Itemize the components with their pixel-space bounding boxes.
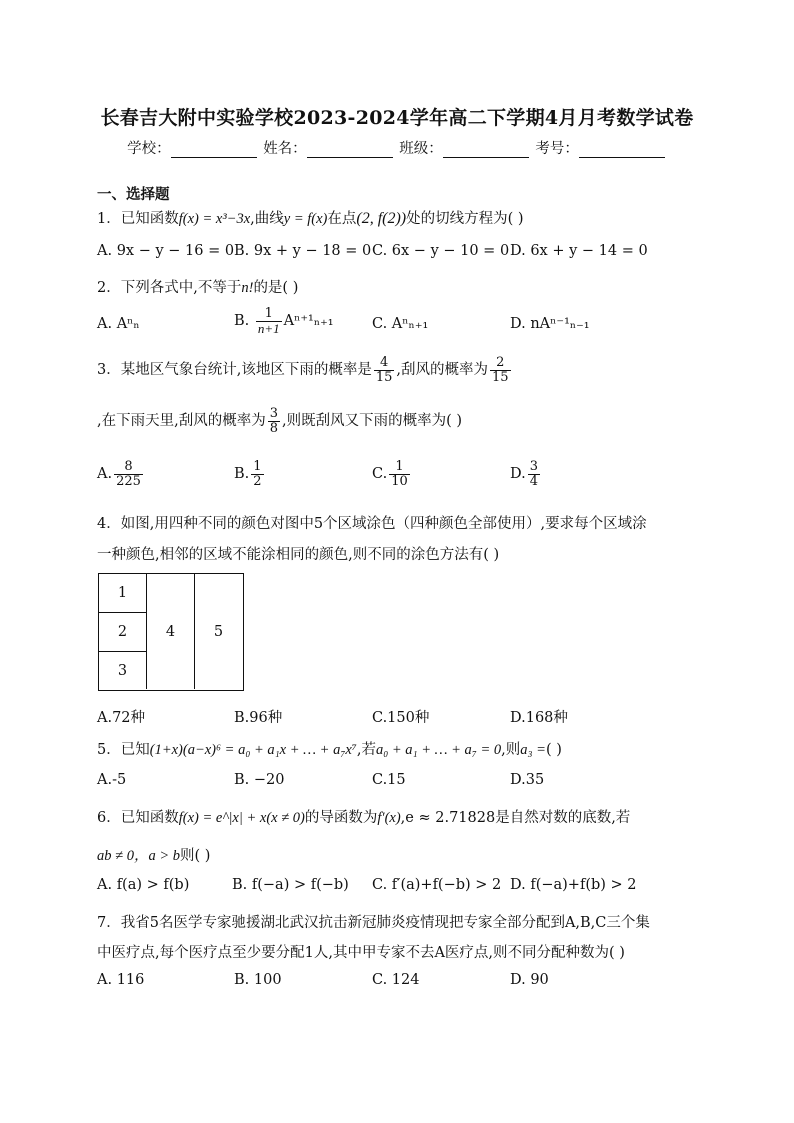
fraction-numerator: 3 (269, 406, 278, 421)
question-3-line-1 (97, 356, 513, 384)
fraction-numerator: 1 (256, 307, 282, 322)
q3-option-a[interactable] (97, 460, 145, 488)
option-letter: B. (234, 466, 250, 483)
q7-option-d[interactable]: D. 90 (510, 972, 549, 988)
question-5 (97, 738, 562, 759)
fraction-numerator: 8 (114, 460, 143, 475)
q6-function: f(x) = e^|x| + x(x ≠ 0) (178, 810, 305, 826)
question-1 (97, 207, 524, 228)
q1-option-b[interactable]: B. 9x + y − 18 = 0 (234, 243, 372, 259)
question-3-line-2 (97, 407, 462, 435)
q1-text: 1．已知函数 (97, 211, 179, 227)
q5-text: ,若 (356, 742, 376, 758)
fraction-denominator: 15 (375, 369, 393, 385)
fraction-numerator: 2 (490, 356, 511, 371)
q1-curve: y = f(x) (283, 211, 328, 227)
q3-fraction-rain (374, 356, 395, 384)
fraction-numerator: 1 (253, 459, 262, 474)
q2-text: 2．下列各式中,不等于 (97, 280, 242, 296)
number-blank[interactable] (579, 143, 665, 158)
q3-fraction-conditional (268, 407, 280, 435)
q3-option-c[interactable] (372, 460, 412, 488)
q5-option-c[interactable]: C.15 (372, 772, 406, 788)
fraction-denominator: 10 (391, 473, 408, 489)
q2-option-d[interactable]: D. nAⁿ⁻¹ₙ₋₁ (510, 316, 590, 332)
q6-option-d[interactable]: D. f(−a)+f(b) > 2 (510, 877, 637, 893)
q6-derivative: f′(x) (377, 810, 401, 826)
q2-option-c[interactable]: C. Aⁿₙ₊₁ (372, 316, 429, 332)
q6-option-b[interactable]: B. f(−a) > f(−b) (232, 877, 349, 893)
question-7-line-1: 7．我省5名医学专家驰援湖北武汉抗击新冠肺炎疫情现把专家全部分配到A,B,C三个集 (97, 915, 650, 931)
q7-option-b[interactable]: B. 100 (234, 972, 282, 988)
option-fraction (528, 460, 540, 488)
q5-option-b[interactable]: B. −20 (234, 772, 285, 788)
q5-text: ( ) (545, 742, 562, 758)
region-1: 1 (99, 574, 147, 613)
fraction-denominator: n+1 (257, 320, 280, 336)
q1-option-a[interactable]: A. 9x − y − 16 = 0 (97, 243, 235, 259)
question-6-line-1 (97, 806, 630, 827)
q1-option-c[interactable]: C. 6x − y − 10 = 0 (372, 243, 510, 259)
fraction-numerator: 4 (374, 356, 395, 371)
option-letter: A. (97, 466, 113, 483)
option-fraction (114, 460, 143, 488)
q5-target: a₃ = (520, 742, 546, 758)
option-fraction (389, 460, 410, 488)
question-7-line-2: 中医疗点,每个医疗点至少要分配1人,其中甲专家不去A医疗点,则不同分配种数为( ) (97, 945, 625, 961)
fraction-denominator: 2 (253, 473, 262, 489)
region-5: 5 (213, 623, 224, 640)
fraction-numerator: 1 (389, 460, 410, 475)
section-heading: 一、选择题 (97, 186, 170, 203)
q5-text: ,则 (501, 742, 521, 758)
fraction-denominator: 8 (269, 420, 278, 436)
q4-option-d[interactable]: D.168种 (510, 710, 568, 726)
name-blank[interactable] (307, 143, 393, 158)
q1-text: ,曲线 (250, 211, 284, 227)
question-4-line-2: 一种颜色,相邻的区域不能涂相同的颜色,则不同的涂色方法有( ) (97, 547, 500, 563)
q6-text: 的导函数为 (304, 810, 378, 826)
q3-option-d[interactable] (510, 460, 542, 488)
q7-option-a[interactable]: A. 116 (97, 972, 145, 988)
class-label: 班级： (399, 141, 443, 157)
region-4: 4 (147, 574, 195, 689)
school-label: 学校： (127, 141, 171, 157)
q5-expression: (1+x)(a−x)⁶ = a₀ + a₁x + … + a₇x⁷ (149, 742, 357, 758)
q2-option-b-letter: B. (234, 313, 250, 330)
q2-option-b[interactable] (234, 307, 334, 335)
q3-text: ,则既刮风又下雨的概率为( ) (282, 413, 463, 430)
q3-text: 3．某地区气象台统计,该地区下雨的概率是 (97, 362, 372, 379)
q7-option-c[interactable]: C. 124 (372, 972, 420, 988)
q4-option-c[interactable]: C.150种 (372, 710, 430, 726)
q5-text: 5．已知 (97, 742, 150, 758)
q6-text: 则( ) (180, 848, 211, 864)
q5-option-a[interactable]: A.-5 (97, 772, 127, 788)
q3-fraction-wind (490, 356, 511, 384)
q6-option-a[interactable]: A. f(a) > f(b) (97, 877, 190, 893)
fraction-numerator: 3 (529, 459, 538, 474)
q3-text: ,刮风的概率为 (396, 362, 488, 379)
q4-option-b[interactable]: B.96种 (234, 710, 283, 726)
q2-factorial: n! (241, 280, 254, 296)
school-blank[interactable] (171, 143, 257, 158)
region-2: 2 (99, 613, 147, 652)
q4-option-a[interactable]: A.72种 (97, 710, 146, 726)
q3-text: ,在下雨天里,刮风的概率为 (97, 413, 266, 430)
q1-function: f(x) = x³−3x (178, 211, 251, 227)
name-label: 姓名： (263, 141, 307, 157)
q5-condition: a₀ + a₁ + … + a₇ = 0 (375, 742, 502, 758)
exam-title: 长春吉大附中实验学校2023-2024学年高二下学期4月月考数学试卷 (100, 107, 694, 129)
student-info-line (0, 137, 794, 158)
q1-option-d[interactable]: D. 6x + y − 14 = 0 (510, 243, 648, 259)
question-4-line-1: 4．如图,用四种不同的颜色对图中5个区域涂色（四种颜色全部使用）,要求每个区域涂 (97, 516, 647, 532)
q6-condition: ab ≠ 0，a > b (97, 848, 180, 864)
q1-text: 在点 (327, 211, 357, 227)
q3-option-b[interactable] (234, 460, 266, 488)
q2-option-a[interactable]: A. Aⁿₙ (97, 316, 140, 332)
q1-point: (2, f(2)) (356, 210, 407, 227)
q6-option-c[interactable]: C. f′(a)+f(−b) > 2 (372, 877, 502, 893)
number-label: 考号： (535, 141, 579, 157)
q6-text: 6．已知函数 (97, 810, 179, 826)
fraction-denominator: 4 (529, 473, 538, 489)
question-2 (97, 276, 298, 297)
option-letter: D. (510, 466, 526, 483)
class-blank[interactable] (443, 143, 529, 158)
q2-option-b-expr: Aⁿ⁺¹ₙ₊₁ (283, 313, 334, 330)
option-letter: C. (372, 466, 388, 483)
q2-text: 的是( ) (253, 280, 299, 296)
q1-text: 处的切线方程为( ) (406, 211, 524, 227)
fraction-denominator: 15 (492, 369, 509, 385)
question-6-line-2 (97, 844, 210, 865)
q5-option-d[interactable]: D.35 (510, 772, 545, 788)
fraction-denominator: 225 (116, 473, 141, 489)
option-fraction (251, 460, 263, 488)
q2-option-b-fraction (256, 307, 282, 335)
region-diagram (98, 573, 244, 691)
q6-text: ,e ≈ 2.71828是自然对数的底数,若 (400, 810, 631, 826)
region-3: 3 (99, 652, 147, 689)
